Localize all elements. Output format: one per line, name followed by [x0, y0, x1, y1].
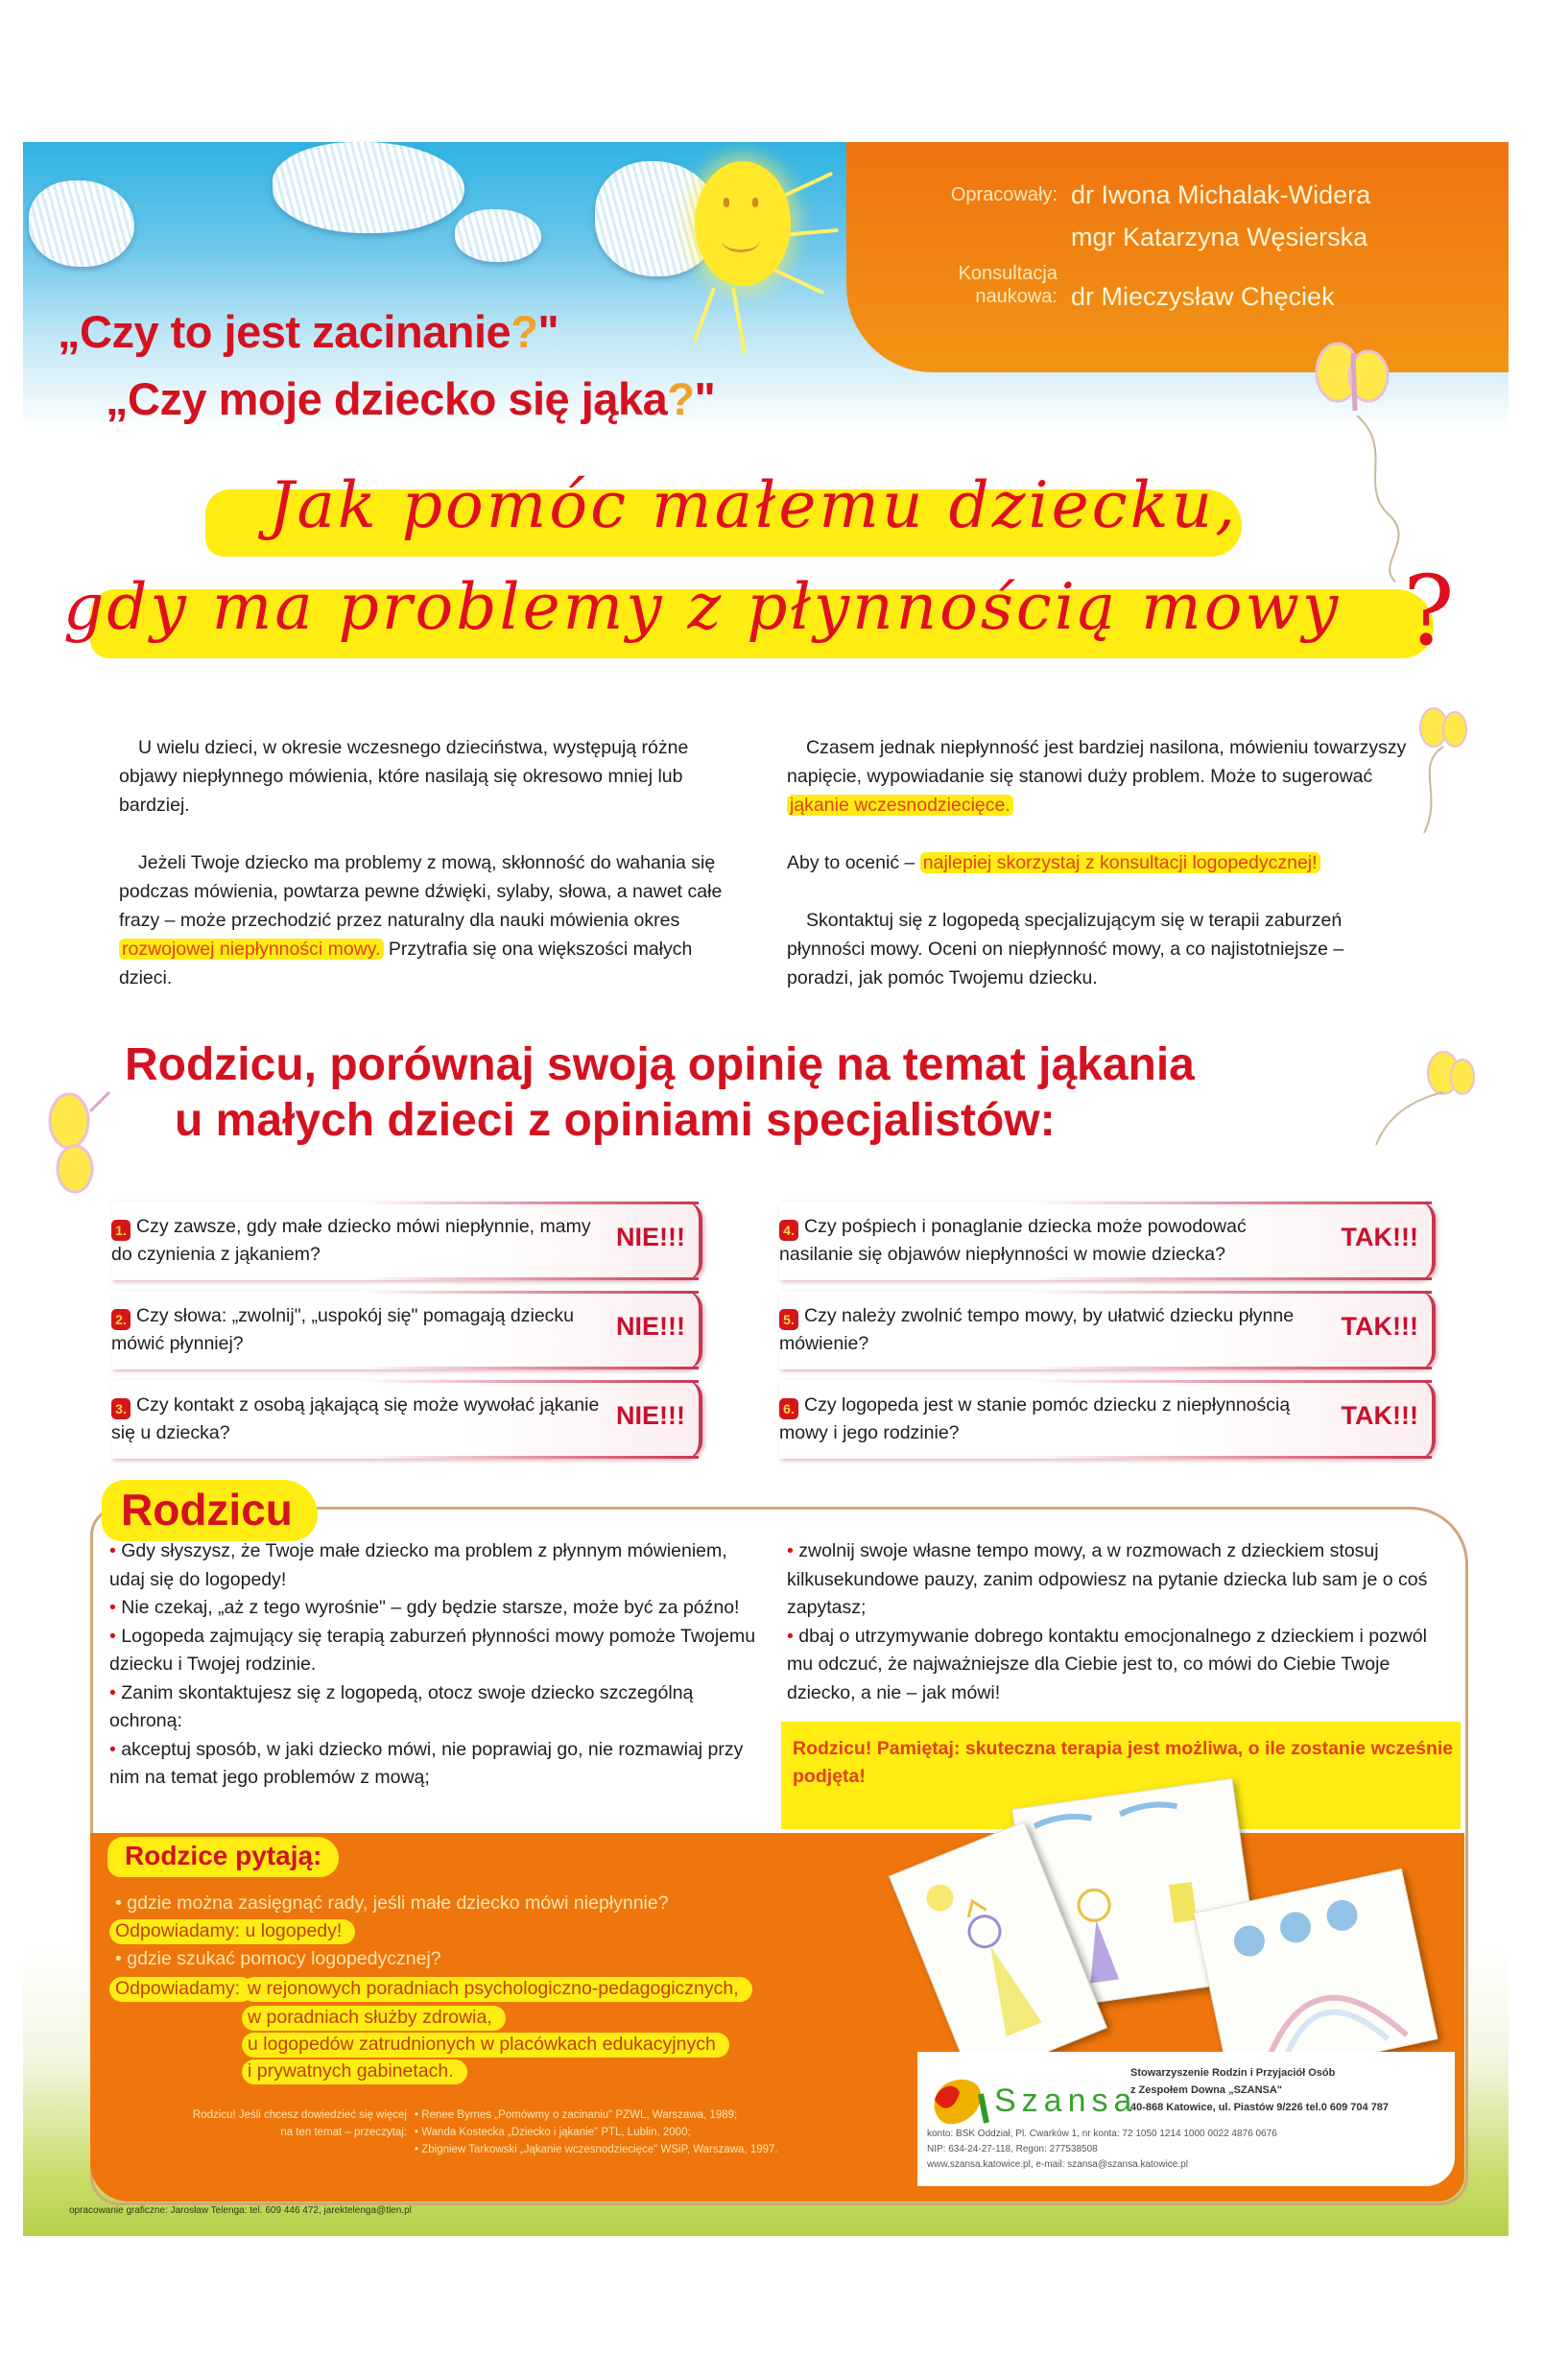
reference-item: • Zbigniew Tarkowski „Jąkanie wczesnodziecięce" WSiP, Warszawa, 1997.: [415, 2144, 778, 2155]
intro-paragraph: Czasem jednak niepłynność jest bardziej nasilona, mówieniu towarzyszy napięcie, wypowiadanie się stanowi duży problem. Może to sugerować jąkanie wczesnodziecięce.: [787, 737, 1407, 816]
advice-item: • Gdy słyszysz, że Twoje małe dziecko ma problem z płynnym mówieniem, udaj się do logopedy!: [109, 1540, 727, 1590]
intro-paragraph: Aby to ocenić – najlepiej skorzystaj z konsultacji logopedycznej!: [787, 848, 1411, 877]
number-badge: 4.: [779, 1220, 798, 1241]
remember-text: Rodzicu! Pamiętaj: skuteczna terapia jest możliwa, o ile zostanie wcześnie podjęta!: [793, 1738, 1454, 1787]
organization-info: [917, 2052, 1455, 2186]
butterfly-illustration: [42, 1083, 129, 1207]
sun-ray: [731, 288, 747, 355]
author-name: mgr Katarzyna Węsierska: [1071, 223, 1368, 251]
sun-ray: [693, 287, 716, 343]
graphic-design-credit: opracowanie graficzne: Jarosław Telenga: tel. 609 446 472, jarektelenga@tlen.pl: [69, 2205, 412, 2216]
parent-advice-right: [787, 1537, 1449, 1707]
question-heading-1: „Czy to jest zacinanie?": [58, 306, 559, 357]
main-title-line2: gdy ma problemy z płynnością mowy: [63, 570, 1342, 644]
intro-paragraph: Jeżeli Twoje dziecko ma problemy z mową, skłonność do wahania się podczas mówienia, powtarza pewne dźwięki, sylaby, słowa, a nawet całe frazy – może przechodzić przez naturalny dla nauki mówienia okres rozwojowej niepłynności mowy. Przytrafia się ona większości małych dzieci.: [119, 852, 723, 988]
org-web[interactable]: www.szansa.katowice.pl, e-mail: szansa@szansa.katowice.pl: [927, 2159, 1188, 2170]
cloud-illustration: [29, 180, 134, 267]
compare-heading-line2: u małych dzieci z opiniami specjalistów:: [175, 1095, 1056, 1146]
highlighted-phrase: jąkanie wczesnodziecięce.: [787, 795, 1013, 816]
main-title-line1: Jak pomóc małemu dziecku,: [269, 468, 1239, 542]
butterfly-illustration: [1367, 1044, 1482, 1150]
advice-item: • dbaj o utrzymywanie dobrego kontaktu emocjonalnego z dzieckiem i pozwól mu odczuć, że najważniejsze dla Ciebie jest to, co mówi do Ciebie Twoje dziecko, a nie – jak mówi!: [787, 1625, 1427, 1703]
consultant-name: dr Mieczysław Chęciek: [1071, 282, 1335, 311]
number-badge: 1.: [111, 1220, 131, 1241]
advice-item: • akceptuj sposób, w jaki dziecko mówi, nie poprawiaj go, nie rozmawiaj przy nim na temat jego problemów z mową;: [109, 1738, 744, 1788]
org-bank: konto: BSK Oddział, Pl. Cwarków 1, nr konta: 72 1050 1214 1000 0022 4876 0676: [927, 2129, 1277, 2139]
opinion-question-1: 1. Czy zawsze, gdy małe dziecko mówi niepłynnie, mamy do czynienia z jąkaniem? NIE!!!: [111, 1202, 702, 1280]
opinion-question-5: 5. Czy należy zwolnić tempo mowy, by ułatwić dziecku płynne mówienie? TAK!!!: [779, 1291, 1436, 1369]
reading-lead: na ten temat – przeczytaj:: [280, 2127, 407, 2138]
highlighted-phrase: najlepiej skorzystaj z konsultacji logopedycznej!: [920, 852, 1320, 873]
faq-question: • gdzie można zasięgnąć rady, jeśli małe dziecko mówi niepłynnie?: [115, 1892, 669, 1914]
parents-ask-title: Rodzice pytają:: [107, 1837, 339, 1877]
opinion-question-3: 3. Czy kontakt z osobą jąkającą się może wywołać jąkanie się u dziecka? NIE!!!: [111, 1380, 702, 1459]
butterfly-illustration: [1405, 699, 1482, 843]
compare-heading-line1: Rodzicu, porównaj swoją opinię na temat jąkania: [125, 1039, 1195, 1090]
intro-left: [119, 733, 724, 1021]
number-badge: 3.: [111, 1398, 131, 1419]
answer-yes: TAK!!!: [1341, 1312, 1418, 1341]
title-question-mark: ?: [1403, 555, 1455, 667]
org-name: z Zespołem Downa „SZANSA": [1130, 2084, 1283, 2096]
faq-answer-line: i prywatnych gabinetach.: [242, 2059, 467, 2084]
number-badge: 6.: [779, 1398, 798, 1419]
faq-question: • gdzie szukać pomocy logopedycznej?: [115, 1948, 441, 1969]
szansa-logo: [931, 2065, 1138, 2132]
reference-item: • Wanda Kostecka „Dziecko i jąkanie" PTL, Lublin, 2000;: [415, 2127, 691, 2138]
consult-label: naukowa:: [975, 286, 1058, 307]
reading-lead: Rodzicu! Jeśli chcesz dowiedzieć się więcej: [192, 2109, 407, 2121]
sun-ray: [771, 267, 824, 295]
poster: [23, 142, 1509, 2236]
question-heading-2: „Czy moje dziecko się jąka?": [106, 373, 716, 424]
intro-right: [787, 733, 1411, 1021]
advice-item: • Nie czekaj, „aż z tego wyrośnie" – gdy będzie starsze, może być za późno!: [109, 1597, 740, 1618]
advice-item: • Logopeda zajmujący się terapią zaburzeń płynności mowy pomoże Twojemu dziecku i Twojej rodzinie.: [109, 1625, 756, 1675]
parent-advice-left: [109, 1537, 762, 1793]
opinion-question-2: 2. Czy słowa: „zwolnij", „uspokój się" pomagają dziecku mówić płynniej? NIE!!!: [111, 1291, 702, 1369]
opinion-question-6: 6. Czy logopeda jest w stanie pomóc dziecku z niepłynnością mowy i jego rodzinie? TAK!!!: [779, 1380, 1436, 1459]
org-ids: NIP: 634-24-27-118, Regon: 277538508: [927, 2144, 1098, 2154]
prepared-label: Opracowały:: [950, 184, 1058, 205]
org-address: 40-868 Katowice, ul. Piastów 9/226 tel.0 609 704 787: [1130, 2102, 1390, 2113]
faq-answer-line: w poradniach służby zdrowia,: [242, 2006, 506, 2031]
org-name: Stowarzyszenie Rodzin i Przyjaciół Osób: [1130, 2067, 1336, 2079]
advice-item: • Zanim skontaktujesz się z logopedą, otocz swoje dziecko szczególną ochroną:: [109, 1681, 694, 1731]
svg-text:Szansa: Szansa: [994, 2082, 1138, 2119]
answer-yes: TAK!!!: [1341, 1401, 1418, 1430]
faq-answer-label: Odpowiadamy:: [109, 1977, 253, 2002]
faq-answer-line: u logopedów zatrudnionych w placówkach edukacyjnych: [242, 2033, 729, 2058]
sun-illustration: [695, 161, 791, 286]
intro-paragraph: U wielu dzieci, w okresie wczesnego dzieciństwa, występują różne objawy niepłynnego mówienia, które nasilają się okresowo mniej lub bardziej.: [119, 737, 689, 816]
opinion-question-4: 4. Czy pośpiech i ponaglanie dziecka może powodować nasilanie się objawów niepłynności w mowie dziecka? TAK!!!: [779, 1202, 1436, 1280]
advice-item: • zwolnij swoje własne tempo mowy, a w rozmowach z dzieckiem stosuj kilkusekundowe pauzy, zanim odpowiesz na pytanie dziecka lub sam je o coś zapytasz;: [787, 1540, 1428, 1618]
highlighted-phrase: rozwojowej niepłynności mowy.: [119, 939, 384, 960]
answer-yes: TAK!!!: [1341, 1223, 1418, 1251]
number-badge: 5.: [779, 1309, 798, 1330]
cloud-illustration: [273, 142, 464, 233]
answer-no: NIE!!!: [616, 1223, 685, 1251]
cloud-illustration: [455, 209, 541, 262]
faq-answer: Odpowiadamy: u logopedy!: [109, 1919, 355, 1944]
consult-label: Konsultacja: [958, 263, 1058, 284]
answer-no: NIE!!!: [616, 1401, 685, 1430]
reference-item: • Renee Byrnes „Pomówmy o zacinaniu" PZWL, Warszawa, 1989;: [415, 2109, 738, 2121]
intro-paragraph: Skontaktuj się z logopedą specjalizującym się w terapii zaburzeń płynności mowy. Oceni on niepłynność mowy, a co najistotniejsze – poradzi, jak pomóc Twojemu dziecku.: [787, 910, 1344, 988]
author-name: dr Iwona Michalak-Widera: [1071, 180, 1371, 209]
faq-answer-line: w rejonowych poradniach psychologiczno-pedagogicznych,: [242, 1977, 752, 2002]
answer-no: NIE!!!: [616, 1312, 685, 1341]
number-badge: 2.: [111, 1309, 131, 1330]
parent-advice-title: Rodzicu: [102, 1480, 318, 1541]
butterfly-illustration: [1299, 334, 1414, 583]
